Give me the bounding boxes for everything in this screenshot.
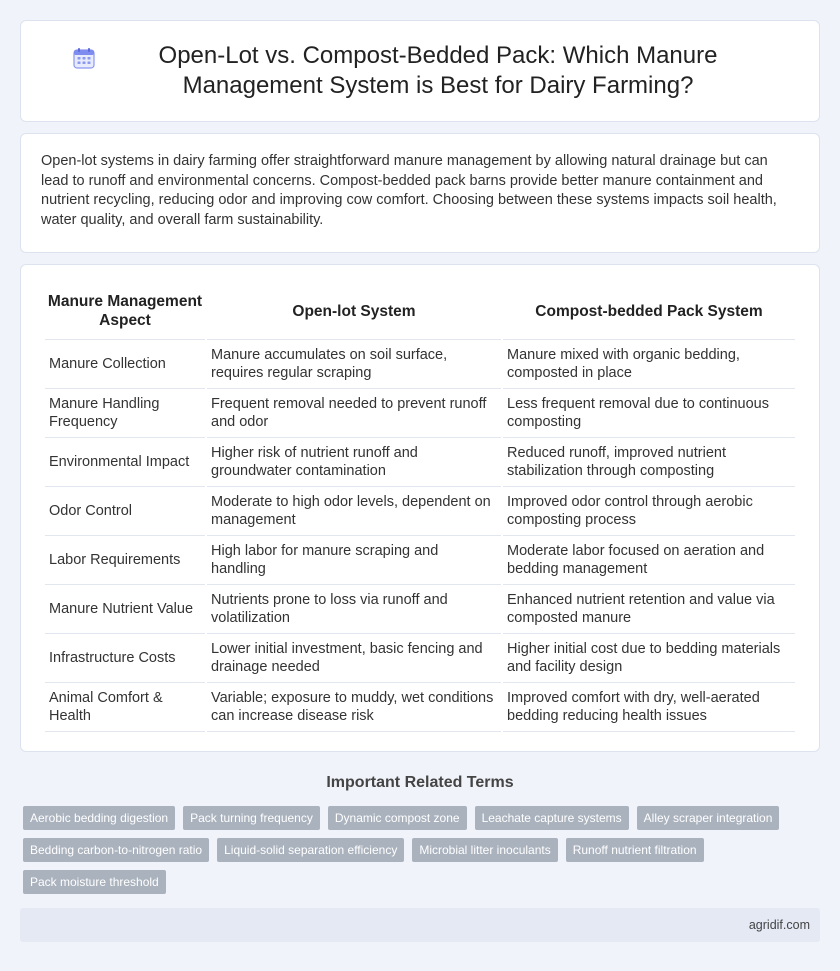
title-card	[20, 20, 820, 122]
row-open-lot: Lower initial investment, basic fencing and drainage needed	[207, 634, 501, 683]
related-term-tag[interactable]: Bedding carbon-to-nitrogen ratio	[23, 838, 209, 862]
table-row	[45, 340, 795, 389]
row-compost-pack: Manure mixed with organic bedding, composted in place	[503, 340, 795, 389]
row-open-lot: Variable; exposure to muddy, wet conditions can increase disease risk	[207, 683, 501, 732]
related-term-tag[interactable]: Alley scraper integration	[637, 806, 780, 830]
header-compost-pack: Compost-bedded Pack System	[503, 283, 795, 340]
table-row	[45, 634, 795, 683]
related-terms-heading: Important Related Terms	[326, 774, 514, 791]
related-terms-list	[20, 806, 820, 894]
row-aspect: Labor Requirements	[45, 536, 205, 585]
row-aspect: Environmental Impact	[45, 438, 205, 487]
row-aspect: Odor Control	[45, 487, 205, 536]
table-row	[45, 438, 795, 487]
row-open-lot: Manure accumulates on soil surface, requires regular scraping	[207, 340, 501, 389]
row-aspect: Manure Handling Frequency	[45, 389, 205, 438]
row-compost-pack: Improved odor control through aerobic composting process	[503, 487, 795, 536]
row-open-lot: Higher risk of nutrient runoff and groundwater contamination	[207, 438, 501, 487]
related-term-tag[interactable]: Aerobic bedding digestion	[23, 806, 175, 830]
row-open-lot: High labor for manure scraping and handling	[207, 536, 501, 585]
comparison-table	[43, 283, 797, 732]
row-aspect: Animal Comfort & Health	[45, 683, 205, 732]
table-row	[45, 683, 795, 732]
row-compost-pack: Higher initial cost due to bedding materials and facility design	[503, 634, 795, 683]
header-aspect: Manure Management Aspect	[45, 283, 205, 340]
related-term-tag[interactable]: Pack turning frequency	[183, 806, 320, 830]
table-row	[45, 487, 795, 536]
row-open-lot: Moderate to high odor levels, dependent on management	[207, 487, 501, 536]
row-open-lot: Frequent removal needed to prevent runoff and odor	[207, 389, 501, 438]
page-title: Open-Lot vs. Compost-Bedded Pack: Which Manure Management System is Best for Dairy Farming?	[158, 42, 718, 99]
table-row	[45, 389, 795, 438]
row-open-lot: Nutrients prone to loss via runoff and volatilization	[207, 585, 501, 634]
table-row	[45, 536, 795, 585]
header-open-lot: Open-lot System	[207, 283, 501, 340]
footer-site-link[interactable]: agridif.com	[748, 918, 810, 932]
related-term-tag[interactable]: Microbial litter inoculants	[412, 838, 557, 862]
row-aspect: Manure Collection	[45, 340, 205, 389]
row-compost-pack: Moderate labor focused on aeration and bedding management	[503, 536, 795, 585]
intro-paragraph: Open-lot systems in dairy farming offer straightforward manure management by allowing natural drainage but can lead to runoff and environmental concerns. Compost-bedded pack barns provide better manure containment and nutrient recycling, reducing odor and improving cow comfort. Choosing between these systems impacts soil health, water quality, and overall farm sustainability.	[41, 153, 777, 228]
related-term-tag[interactable]: Leachate capture systems	[475, 806, 629, 830]
related-term-tag[interactable]: Dynamic compost zone	[328, 806, 467, 830]
calendar-icon	[73, 47, 95, 69]
intro-card	[20, 133, 820, 253]
table-row	[45, 585, 795, 634]
row-compost-pack: Enhanced nutrient retention and value via composted manure	[503, 585, 795, 634]
table-header-row	[45, 283, 795, 340]
related-term-tag[interactable]: Pack moisture threshold	[23, 870, 166, 894]
row-compost-pack: Reduced runoff, improved nutrient stabilization through composting	[503, 438, 795, 487]
comparison-table-card	[20, 264, 820, 752]
row-aspect: Manure Nutrient Value	[45, 585, 205, 634]
related-term-tag[interactable]: Runoff nutrient filtration	[566, 838, 704, 862]
row-compost-pack: Improved comfort with dry, well-aerated bedding reducing health issues	[503, 683, 795, 732]
footer	[20, 908, 820, 942]
row-aspect: Infrastructure Costs	[45, 634, 205, 683]
row-compost-pack: Less frequent removal due to continuous composting	[503, 389, 795, 438]
related-term-tag[interactable]: Liquid-solid separation efficiency	[217, 838, 404, 862]
